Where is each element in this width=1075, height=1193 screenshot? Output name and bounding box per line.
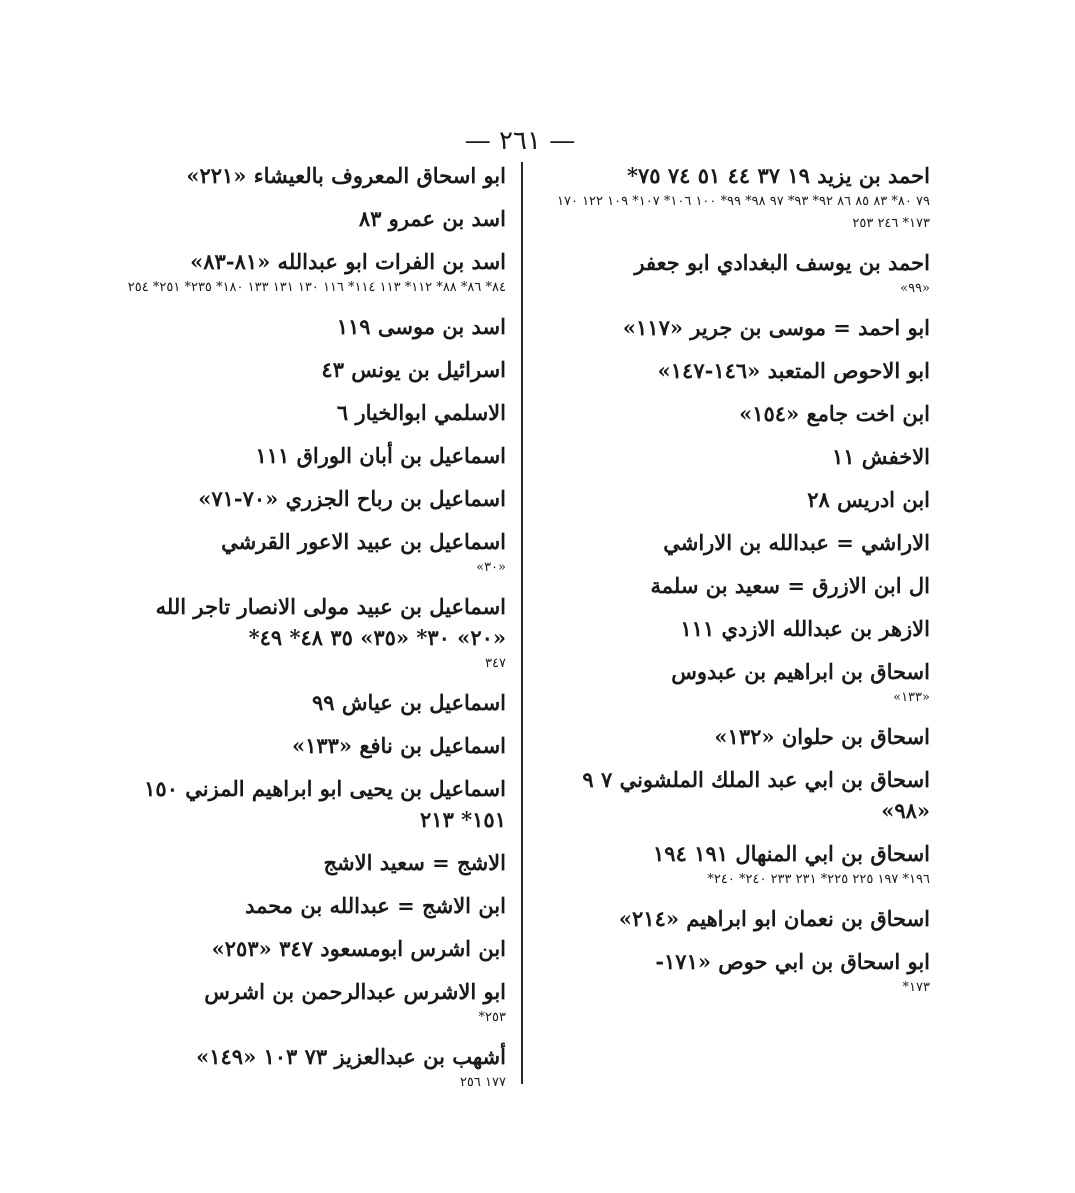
entry-heading: اسماعيل بن عبيد الاعور القرشي [221,529,506,554]
entry-heading: ابو اسحاق بن ابي حوص «١٧١- [655,949,930,974]
entry-heading: ابن ادريس ٢٨ [807,487,930,512]
index-entry [104,976,506,1029]
entry-page-refs: «٣٠» [476,560,506,575]
entry-heading: اسماعيل بن عبيد مولى الانصار تاجر الله «٢٠» ٣٠* «٣٥» ٣٥ ٤٨* ٤٩* [155,594,506,650]
entry-heading: اسماعيل بن رباح الجزري «٧٠-٧١» [198,486,506,511]
index-entry [536,484,930,515]
index-entry [536,764,930,826]
index-entry [104,730,506,761]
index-entry [104,847,506,878]
entry-heading: اسحاق بن ابراهيم بن عبدوس [671,659,930,684]
entry-heading: الاشج = سعيد الاشج [323,850,506,875]
page-number: — ٢٦١ — [464,126,576,156]
entry-heading: اسماعيل بن عياش ٩٩ [312,690,506,715]
entry-page-refs: ٧٩ ٨٠* ٨٣ ٨٥ ٨٦ ٩٢* ٩٣* ٩٧ ٩٨* ٩٩* ١٠٠ ١٠٦* ١٠٧* ١٠٩ ١٢٢ ١٧٠ ١٧٣* ٢٤٦ ٢٥٣ [556,194,930,231]
index-entry [536,903,930,934]
index-entry [104,160,506,191]
entry-heading: اسحاق بن نعمان ابو ابراهيم «٢١٤» [618,906,930,931]
index-entry [104,354,506,385]
entry-heading: احمد بن يوسف البغدادي ابو جعفر [634,250,930,275]
entry-page-refs: «٩٩» [900,281,930,296]
entry-heading: اسحاق بن حلوان «١٣٢» [714,724,930,749]
index-entry [104,890,506,921]
index-column-right [536,160,930,1011]
entry-heading: الازهر بن عبدالله الازدي ١١١ [680,616,930,641]
index-entry [536,441,930,472]
entry-heading: ابو الاشرس عبدالرحمن بن اشرس [204,979,506,1004]
index-entry [536,160,930,235]
index-entry [536,527,930,558]
index-entry [536,247,930,300]
index-entry [104,773,506,835]
index-entry [536,946,930,999]
entry-heading: ال ابن الازرق = سعيد بن سلمة [650,573,930,598]
index-entry [104,687,506,718]
index-entry [104,246,506,299]
entry-page-refs: ٣٤٧ [485,656,506,671]
entry-heading: ابو اسحاق المعروف بالعيشاء «٢٢١» [186,163,506,188]
entry-heading: ابو الاحوص المتعبد «١٤٦-١٤٧» [657,358,930,383]
index-entry [536,838,930,891]
entry-heading: الاسلمي ابوالخيار ٦ [336,400,506,425]
entry-heading: اسحاق بن ابي المنهال ١٩١ ١٩٤ [653,841,930,866]
index-entry [536,312,930,343]
entry-heading: اسد بن موسى ١١٩ [336,314,506,339]
entry-heading: اسماعيل بن نافع «١٣٣» [291,733,506,758]
entry-heading: أشهب بن عبدالعزيز ٧٣ ١٠٣ «١٤٩» [196,1044,506,1069]
index-entry [536,613,930,644]
entry-heading: اسرائيل بن يونس ٤٣ [321,357,506,382]
index-entry [536,570,930,601]
entry-heading: ابو احمد = موسى بن جرير «١١٧» [622,315,930,340]
entry-heading: اسد بن الفرات ابو عبدالله «٨١-٨٣» [190,249,506,274]
index-entry [104,1041,506,1094]
entry-page-refs: ١٧٣* [902,980,930,995]
index-entry [104,311,506,342]
index-entry [104,440,506,471]
entry-heading: احمد بن يزيد ١٩ ٣٧ ٤٤ ٥١ ٧٤ ٧٥* [627,163,930,188]
index-entry [104,483,506,514]
entry-heading: اسماعيل بن أبان الوراق ١١١ [255,443,506,468]
index-entry [536,656,930,709]
entry-page-refs: ٨٤* ٨٦* ٨٨* ١١٢* ١١٣ ١١٤* ١١٦ ١٣٠ ١٣١ ١٣٣ ١٨٠* ٢٣٥* ٢٥١* ٢٥٤ [127,280,506,295]
index-entry [536,398,930,429]
index-entry [104,526,506,579]
index-column-left [104,160,506,1106]
entry-heading: ابن اخت جامع «١٥٤» [739,401,930,426]
entry-heading: اسحاق بن ابي عبد الملك الملشوني ٧ ٩ «٩٨» [582,767,930,823]
column-divider [521,162,523,1084]
index-entry [104,397,506,428]
index-entry [536,721,930,752]
entry-heading: الاخفش ١١ [831,444,930,469]
entry-heading: اسد بن عمرو ٨٣ [358,206,506,231]
entry-heading: الاراشي = عبدالله بن الاراشي [663,530,930,555]
index-entry [104,933,506,964]
entry-heading: ابن الاشج = عبدالله بن محمد [245,893,506,918]
entry-page-refs: ١٧٧ ٢٥٦ [459,1075,506,1090]
entry-heading: اسماعيل بن يحيى ابو ابراهيم المزني ١٥٠ ١٥١* ٢١٣ [144,776,506,832]
entry-heading: ابن اشرس ابومسعود ٣٤٧ «٢٥٣» [211,936,506,961]
entry-page-refs: ٢٥٣* [478,1010,506,1025]
index-entry [104,591,506,675]
index-entry [104,203,506,234]
entry-page-refs: ١٩٦* ١٩٧ ٢٢٥ ٢٢٥* ٢٣١ ٢٣٣ ٢٤٠* ٢٤٠* [707,872,930,887]
entry-page-refs: «١٣٣» [893,690,930,705]
index-entry [536,355,930,386]
